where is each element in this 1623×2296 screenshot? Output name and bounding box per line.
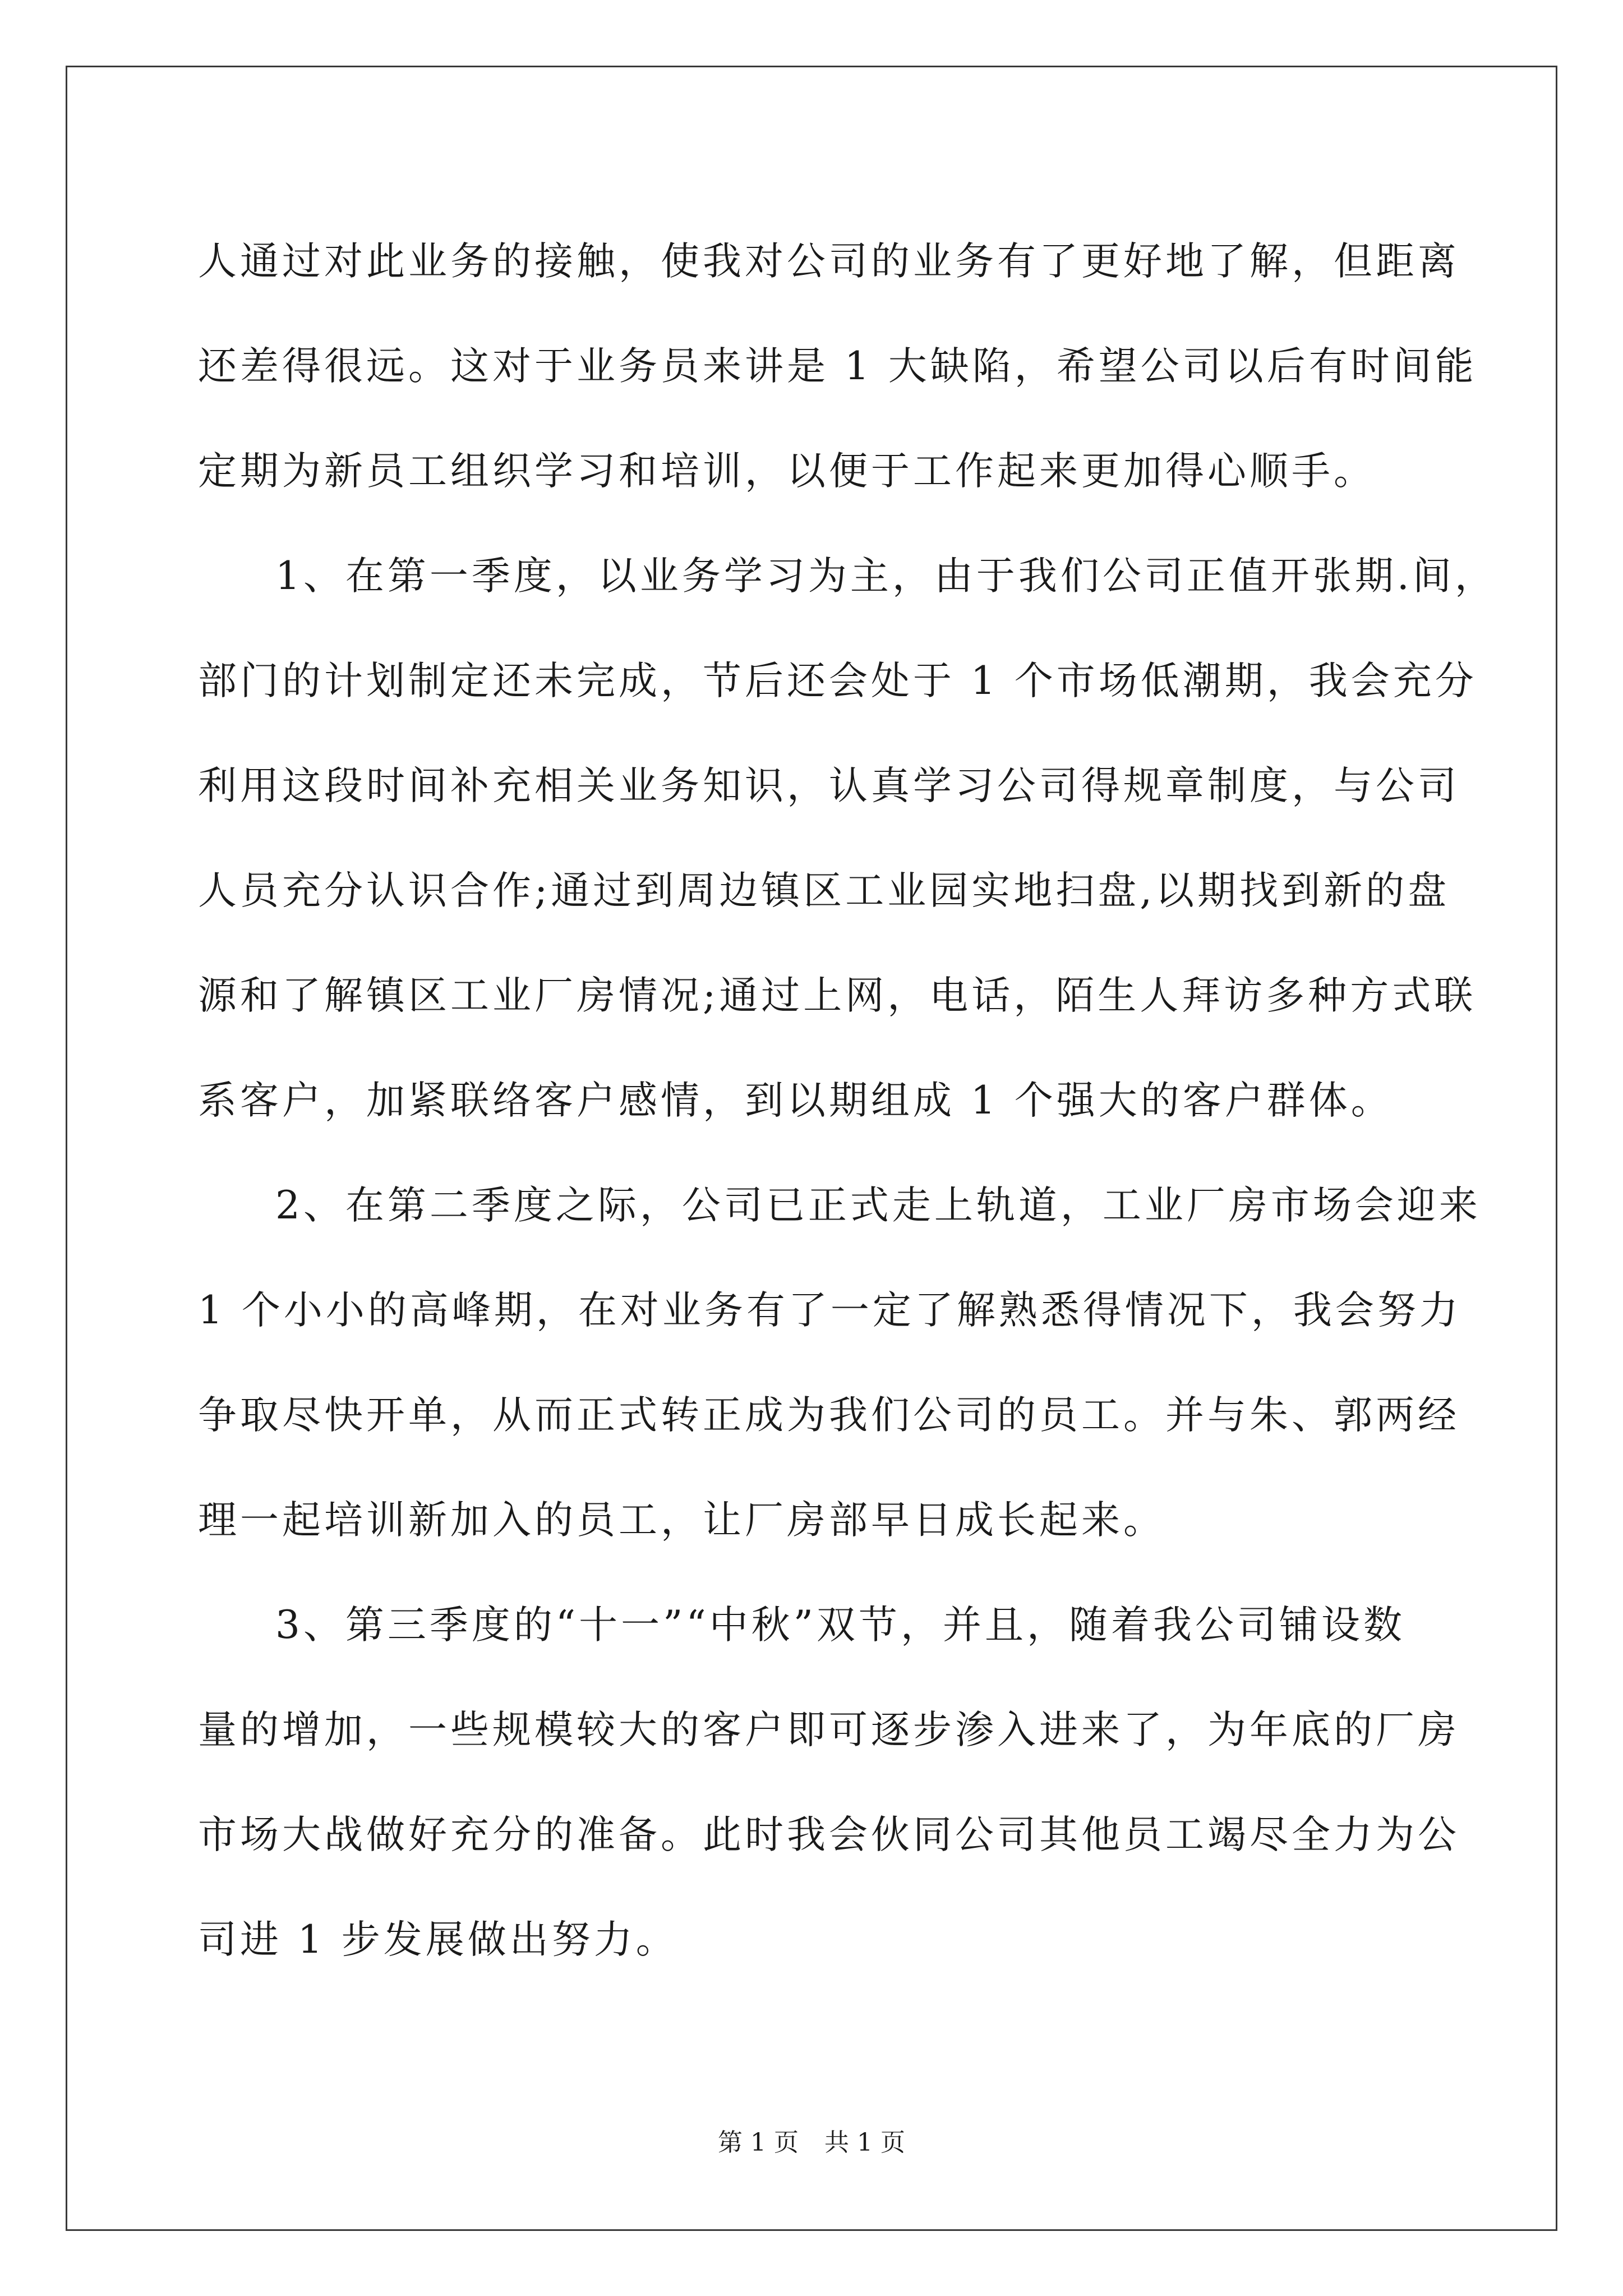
page-number: 第 1 页 xyxy=(718,2128,799,2157)
text-line-9: 系客户，加紧联络客户感情，到以期组成 1 个强大的客户群体。 xyxy=(198,1078,1393,1123)
page-total: 共 1 页 xyxy=(824,2128,905,2157)
text-line-6: 利用这段时间补充相关业务知识，认真学习公司得规章制度，与公司 xyxy=(198,763,1460,808)
text-line-15: 量的增加，一些规模较大的客户即可逐步渗入进来了，为年底的厂房 xyxy=(198,1708,1460,1752)
text-line-8: 源和了解镇区工业厂房情况;通过上网，电话，陌生人拜访多种方式联 xyxy=(198,973,1477,1018)
text-line-14: 3、第三季度的“十一”“中秋”双节，并且，随着我公司铺设数 xyxy=(275,1603,1405,1648)
text-line-4: 1、在第一季度，以业务学习为主，由于我们公司正值开张期.间， xyxy=(275,554,1497,599)
text-line-13: 理一起培训新加入的员工，让厂房部早日成长起来。 xyxy=(198,1498,1165,1543)
text-line-2: 还差得很远。这对于业务员来讲是 1 大缺陷，希望公司以后有时间能 xyxy=(198,344,1477,389)
text-line-12: 争取尽快开单，从而正式转正成为我们公司的员工。并与朱、郭两经 xyxy=(198,1393,1460,1438)
document-body xyxy=(198,209,1497,1993)
text-line-17: 司进 1 步发展做出努力。 xyxy=(198,1917,678,1962)
text-line-11: 1 个小小的高峰期，在对业务有了一定了解熟悉得情况下，我会努力 xyxy=(198,1288,1461,1333)
text-line-10: 2、在第二季度之际，公司已正式走上轨道，工业厂房市场会迎来 xyxy=(275,1183,1481,1228)
text-line-5: 部门的计划制定还未完成，节后还会处于 1 个市场低潮期，我会充分 xyxy=(198,659,1477,703)
text-line-16: 市场大战做好充分的准备。此时我会伙同公司其他员工竭尽全力为公 xyxy=(198,1812,1460,1857)
text-line-7: 人员充分认识合作;通过到周边镇区工业园实地扫盘,以期找到新的盘 xyxy=(198,868,1450,913)
text-line-3: 定期为新员工组织学习和培训，以便于工作起来更加得心顺手。 xyxy=(198,449,1376,494)
page-footer xyxy=(0,2126,1623,2160)
text-line-1: 人通过对此业务的接触，使我对公司的业务有了更好地了解，但距离 xyxy=(198,239,1460,284)
